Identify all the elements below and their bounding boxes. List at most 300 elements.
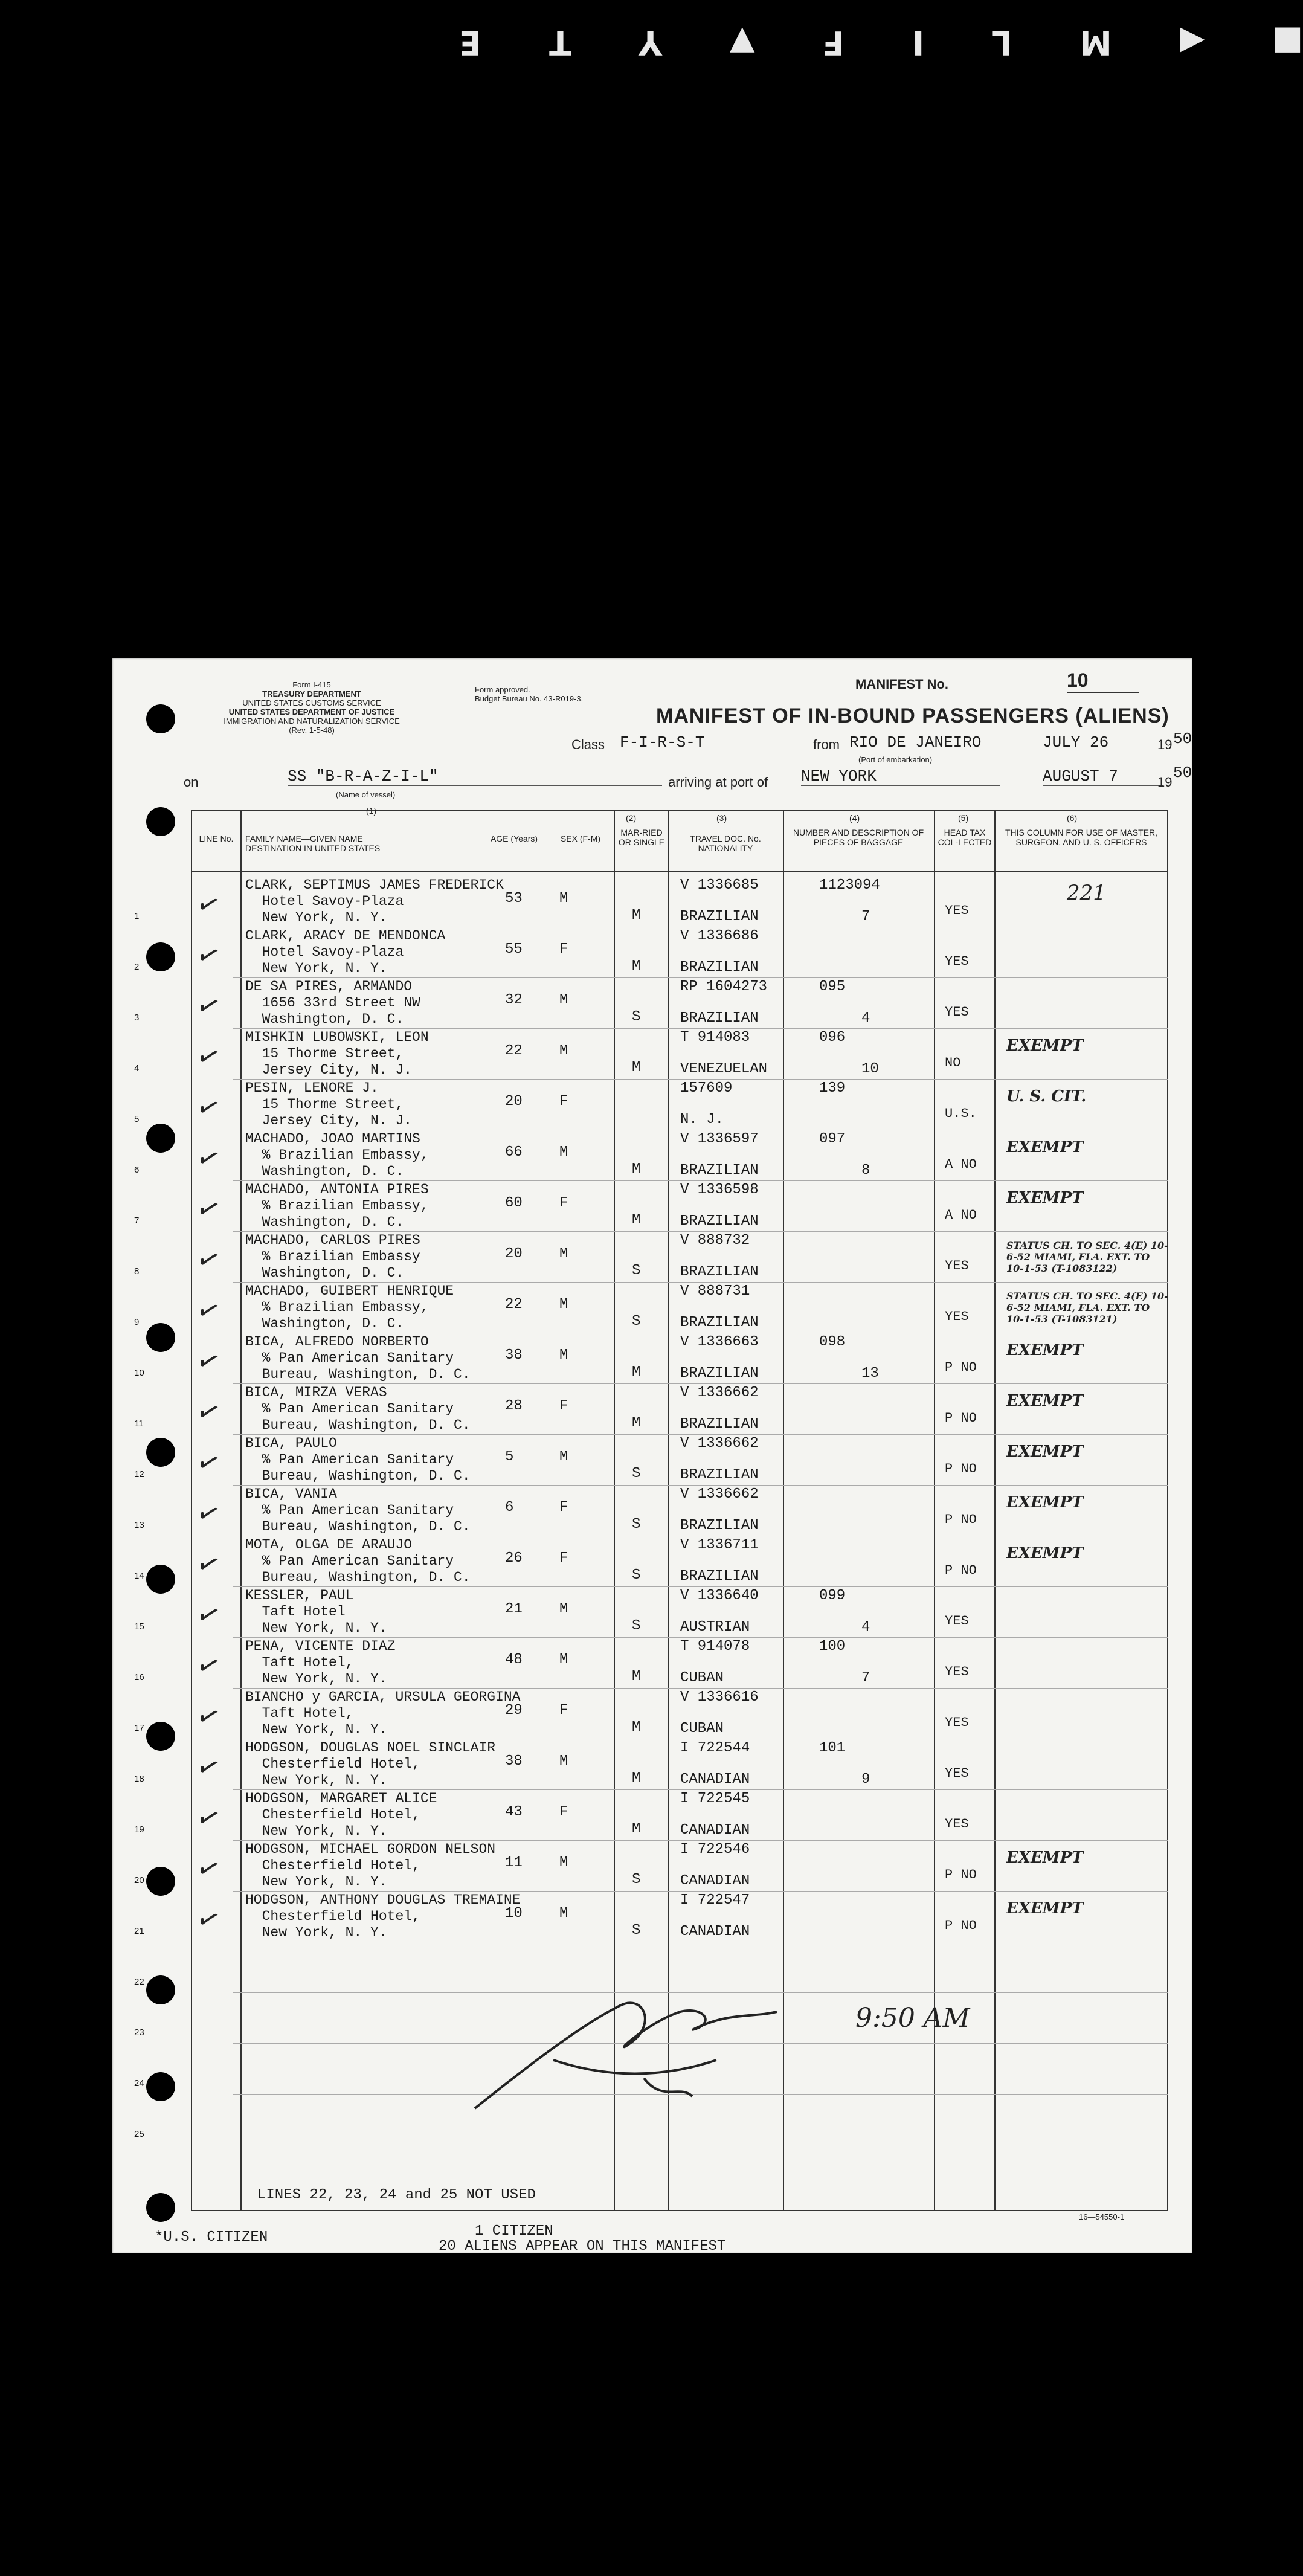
passenger-sex: M xyxy=(559,1296,568,1313)
head-tax: NO xyxy=(945,1055,961,1071)
marital-status: M xyxy=(632,958,641,974)
travel-doc-number: I 722547 xyxy=(680,1892,750,1908)
passenger-age: 21 xyxy=(505,1601,523,1617)
film-mark: T xyxy=(549,23,571,62)
passenger-row xyxy=(112,1688,1192,1740)
nationality: BRAZILIAN xyxy=(680,1568,759,1585)
travel-doc-number: I 722544 xyxy=(680,1740,750,1756)
marital-status: M xyxy=(632,1415,641,1431)
header-name: FAMILY NAME—GIVEN NAME DESTINATION IN UNITED STATES xyxy=(245,834,381,853)
passenger-name-destination: HODGSON, ANTHONY DOUGLAS TREMAINE Chesterfield Hotel, New York, N. Y. xyxy=(245,1892,521,1940)
baggage-ticket: 139 xyxy=(819,1080,846,1096)
passenger-age: 26 xyxy=(505,1550,523,1567)
passenger-sex: F xyxy=(559,1398,568,1414)
travel-doc-number: V 1336686 xyxy=(680,928,759,944)
line-number: 16 xyxy=(134,1672,144,1682)
tally-check-mark: ✓ xyxy=(191,1849,225,1888)
head-tax: YES xyxy=(945,1817,969,1832)
passenger-sex: M xyxy=(559,1449,568,1465)
marital-status: M xyxy=(632,1719,641,1736)
passenger-age: 60 xyxy=(505,1195,523,1211)
head-tax: P NO xyxy=(945,1918,977,1933)
officer-annotation: EXEMPT xyxy=(1006,1037,1084,1055)
passenger-sex: M xyxy=(559,992,568,1008)
passenger-sex: F xyxy=(559,1550,568,1567)
passenger-row xyxy=(112,1231,1192,1283)
arriving-label: arriving at port of xyxy=(668,774,768,790)
departure-date: JULY 26 xyxy=(1043,733,1163,752)
baggage-ticket: 096 xyxy=(819,1029,846,1046)
passenger-sex: M xyxy=(559,1043,568,1059)
baggage-pieces: 4 xyxy=(861,1619,870,1635)
signature-time: 9:50 AM xyxy=(855,2003,970,2033)
passenger-sex: M xyxy=(559,1652,568,1668)
baggage-pieces: 4 xyxy=(861,1010,870,1026)
embarkation-port: RIO DE JANEIRO xyxy=(849,733,1031,752)
marital-status: M xyxy=(632,907,641,924)
vessel-caption: (Name of vessel) xyxy=(336,790,396,799)
passenger-age: 48 xyxy=(505,1652,523,1668)
officer-annotation: EXEMPT xyxy=(1006,1189,1084,1207)
tally-check-mark: ✓ xyxy=(191,885,225,924)
year-prefix: 19 xyxy=(1157,774,1173,790)
passenger-name-destination: MOTA, OLGA DE ARAUJO % Pan American Sanitary Bureau, Washington, D. C. xyxy=(245,1537,471,1585)
head-tax: YES xyxy=(945,903,969,918)
line-number: 10 xyxy=(134,1368,144,1378)
arrival-date: AUGUST 7 xyxy=(1043,767,1163,786)
head-tax: A NO xyxy=(945,1208,977,1223)
header-line-no: LINE No. xyxy=(199,834,234,843)
line-number: 18 xyxy=(134,1774,144,1784)
passenger-row xyxy=(112,1739,1192,1791)
vessel-name: SS "B-R-A-Z-I-L" xyxy=(288,767,662,786)
baggage-pieces: 7 xyxy=(861,1670,870,1686)
head-tax: YES xyxy=(945,1614,969,1629)
officer-annotation: EXEMPT xyxy=(1006,1544,1084,1562)
baggage-pieces: 8 xyxy=(861,1162,870,1179)
col-number: (5) xyxy=(958,813,969,823)
passenger-sex: F xyxy=(559,1093,568,1110)
head-tax: YES xyxy=(945,954,969,969)
customs-label: UNITED STATES CUSTOMS SERVICE xyxy=(242,698,381,707)
film-mark: I xyxy=(912,23,924,62)
passenger-sex: M xyxy=(559,1144,568,1161)
line-number: 6 xyxy=(134,1165,140,1175)
baggage-ticket: 099 xyxy=(819,1588,846,1604)
form-header-left xyxy=(185,680,439,735)
passenger-name-destination: MACHADO, ANTONIA PIRES % Brazilian Embassy, Washington, D. C. xyxy=(245,1182,429,1230)
head-tax: P NO xyxy=(945,1461,977,1476)
marital-status: S xyxy=(632,1466,641,1482)
header-age: AGE (Years) xyxy=(490,834,538,843)
line-number: 22 xyxy=(134,1977,144,1987)
baggage-pieces: 7 xyxy=(861,909,870,925)
tally-check-mark: ✓ xyxy=(191,1748,225,1786)
travel-doc-number: V 1336616 xyxy=(680,1689,759,1705)
head-tax: YES xyxy=(945,1766,969,1781)
travel-doc-number: 157609 xyxy=(680,1080,733,1096)
travel-doc-number: V 1336597 xyxy=(680,1131,759,1147)
line-number: 19 xyxy=(134,1824,144,1835)
baggage-ticket: 100 xyxy=(819,1638,846,1655)
nationality: BRAZILIAN xyxy=(680,959,759,976)
nationality: N. J. xyxy=(680,1112,724,1128)
citizen-count: 1 CITIZEN xyxy=(475,2223,553,2240)
passenger-age: 10 xyxy=(505,1905,523,1922)
line-number: 21 xyxy=(134,1926,144,1936)
passenger-sex: M xyxy=(559,890,568,907)
travel-doc-number: RP 1604273 xyxy=(680,979,768,995)
manifest-page xyxy=(112,658,1192,2253)
tally-check-mark: ✓ xyxy=(191,1646,225,1685)
aliens-count: 20 ALIENS APPEAR ON THIS MANIFEST xyxy=(439,2238,726,2255)
tally-check-mark: ✓ xyxy=(191,1190,225,1228)
tally-check-mark: ✓ xyxy=(191,1697,225,1736)
film-mark: F xyxy=(822,23,845,62)
nationality: AUSTRIAN xyxy=(680,1619,750,1635)
line-number: 5 xyxy=(134,1114,140,1124)
passenger-row xyxy=(112,1536,1192,1588)
film-mark: E xyxy=(459,23,481,62)
print-code: 16—54550-1 xyxy=(1079,2212,1125,2221)
embarkation-caption: (Port of embarkation) xyxy=(858,755,933,764)
film-mark: ◀ xyxy=(1179,23,1205,62)
passenger-row xyxy=(112,1028,1192,1080)
head-tax: YES xyxy=(945,1258,969,1274)
budget-label: Budget Bureau No. 43-R019-3. xyxy=(475,694,584,703)
passenger-sex: M xyxy=(559,1855,568,1871)
film-mark: L xyxy=(991,23,1012,62)
approved-label: Form approved. xyxy=(475,685,530,694)
header-sex: SEX (F-M) xyxy=(560,834,601,843)
baggage-pieces: 10 xyxy=(861,1061,879,1077)
line-number: 23 xyxy=(134,2027,144,2038)
nationality: CANADIAN xyxy=(680,1822,750,1838)
film-mark: M xyxy=(1079,23,1113,62)
passenger-age: 28 xyxy=(505,1398,523,1414)
line-number: 17 xyxy=(134,1723,144,1733)
marital-status: S xyxy=(632,1263,641,1279)
passenger-sex: M xyxy=(559,1347,568,1364)
officer-annotation: STATUS CH. TO SEC. 4(E) 10-6-52 MIAMI, FLA. EXT. TO 10-1-53 (T-1083122) xyxy=(1006,1240,1168,1274)
treasury-label: TREASURY DEPARTMENT xyxy=(262,689,361,698)
passenger-name-destination: BIANCHO y GARCIA, URSULA GEORGINA Taft Hotel, New York, N. Y. xyxy=(245,1689,521,1737)
line-number: 1 xyxy=(134,911,140,921)
marital-status: M xyxy=(632,1060,641,1076)
passenger-row xyxy=(112,977,1192,1029)
line-number: 25 xyxy=(134,2129,144,2139)
film-mark: ▼ xyxy=(729,23,755,62)
nationality: BRAZILIAN xyxy=(680,1162,759,1179)
marital-status: M xyxy=(632,1770,641,1786)
passenger-age: 38 xyxy=(505,1347,523,1364)
travel-doc-number: V 1336662 xyxy=(680,1435,759,1452)
line-number: 13 xyxy=(134,1520,144,1530)
nationality: CANADIAN xyxy=(680,1771,750,1788)
tally-check-mark: ✓ xyxy=(191,1139,225,1177)
passenger-row xyxy=(112,1891,1192,1943)
header-head-tax: HEAD TAX COL-LECTED xyxy=(938,828,992,847)
col-number: (2) xyxy=(626,813,637,823)
passenger-age: 20 xyxy=(505,1093,523,1110)
tally-check-mark: ✓ xyxy=(191,1240,225,1279)
nationality: BRAZILIAN xyxy=(680,1315,759,1331)
nationality: VENEZUELAN xyxy=(680,1061,768,1077)
tally-check-mark: ✓ xyxy=(191,1037,225,1076)
passenger-age: 5 xyxy=(505,1449,514,1465)
travel-doc-number: V 1336662 xyxy=(680,1385,759,1401)
head-tax: P NO xyxy=(945,1563,977,1578)
officer-annotation: EXEMPT xyxy=(1006,1341,1084,1359)
marital-status: M xyxy=(632,1161,641,1177)
manifest-number: 10 xyxy=(1067,669,1139,693)
baggage-ticket: 1123094 xyxy=(819,877,880,894)
head-tax: YES xyxy=(945,1664,969,1679)
line-number: 4 xyxy=(134,1063,140,1074)
head-tax: A NO xyxy=(945,1157,977,1172)
lines-not-used-note: LINES 22, 23, 24 and 25 NOT USED xyxy=(257,2187,536,2203)
passenger-age: 11 xyxy=(505,1855,523,1871)
header-officers: THIS COLUMN FOR USE OF MASTER, SURGEON, AND U. S. OFFICERS xyxy=(1005,828,1157,847)
officer-annotation: EXEMPT xyxy=(1006,1443,1084,1461)
nationality: CUBAN xyxy=(680,1670,724,1686)
tally-check-mark: ✓ xyxy=(191,1494,225,1533)
passenger-name-destination: DE SA PIRES, ARMANDO 1656 33rd Street NW Washington, D. C. xyxy=(245,979,420,1027)
nationality: BRAZILIAN xyxy=(680,1365,759,1382)
passenger-name-destination: HODGSON, DOUGLAS NOEL SINCLAIR Chesterfield Hotel, New York, N. Y. xyxy=(245,1740,496,1788)
passenger-age: 22 xyxy=(505,1043,523,1059)
nationality: BRAZILIAN xyxy=(680,1467,759,1483)
travel-doc-number: V 1336598 xyxy=(680,1182,759,1198)
travel-doc-number: T 914083 xyxy=(680,1029,750,1046)
officer-annotation: EXEMPT xyxy=(1006,1493,1084,1512)
passenger-name-destination: PESIN, LENORE J. 15 Thorme Street, Jersey City, N. J. xyxy=(245,1080,413,1129)
marital-status: S xyxy=(632,1922,641,1939)
class-value: F-I-R-S-T xyxy=(620,733,807,752)
punch-hole xyxy=(146,807,175,836)
passenger-sex: M xyxy=(559,1601,568,1617)
baggage-ticket: 095 xyxy=(819,979,846,995)
passenger-row xyxy=(112,1637,1192,1689)
marital-status: S xyxy=(632,1516,641,1533)
passenger-name-destination: HODGSON, MARGARET ALICE Chesterfield Hotel, New York, N. Y. xyxy=(245,1791,437,1839)
passenger-age: 20 xyxy=(505,1246,523,1262)
manifest-no-label: MANIFEST No. xyxy=(855,677,948,692)
officer-annotation: EXEMPT xyxy=(1006,1392,1084,1410)
marital-status: S xyxy=(632,1618,641,1634)
nationality: BRAZILIAN xyxy=(680,1518,759,1534)
passenger-row xyxy=(112,876,1192,928)
baggage-ticket: 098 xyxy=(819,1334,846,1350)
arrival-year: 50 xyxy=(1173,764,1192,782)
passenger-name-destination: CLARK, ARACY DE MENDONCA Hotel Savoy-Plaza New York, N. Y. xyxy=(245,928,446,976)
revision-label: (Rev. 1-5-48) xyxy=(289,726,335,735)
line-number: 2 xyxy=(134,962,140,972)
passenger-row xyxy=(112,927,1192,979)
passenger-name-destination: MACHADO, GUIBERT HENRIQUE % Brazilian Embassy, Washington, D. C. xyxy=(245,1283,454,1331)
passenger-sex: F xyxy=(559,1195,568,1211)
marital-status: S xyxy=(632,1009,641,1025)
tally-check-mark: ✓ xyxy=(191,1393,225,1431)
tally-check-mark: ✓ xyxy=(191,1342,225,1380)
travel-doc-number: V 1336685 xyxy=(680,877,759,894)
punch-hole xyxy=(146,704,175,733)
passenger-sex: F xyxy=(559,941,568,958)
tally-check-mark: ✓ xyxy=(191,1900,225,1939)
line-number: 14 xyxy=(134,1571,144,1581)
page-title: MANIFEST OF IN-BOUND PASSENGERS (ALIENS) xyxy=(656,704,1169,727)
col-number: (1) xyxy=(366,806,377,816)
travel-doc-number: V 888732 xyxy=(680,1232,750,1249)
tally-check-mark: ✓ xyxy=(191,1088,225,1127)
departure-year: 50 xyxy=(1173,730,1192,748)
approval-note xyxy=(475,685,583,703)
baggage-pieces: 9 xyxy=(861,1771,870,1788)
passenger-row xyxy=(112,1789,1192,1841)
passenger-row xyxy=(112,1383,1192,1435)
nationality: CANADIAN xyxy=(680,1924,750,1940)
officer-annotation: U. S. CIT. xyxy=(1006,1087,1087,1106)
head-tax: P NO xyxy=(945,1512,977,1527)
form-number: Form I-415 xyxy=(292,680,331,689)
passenger-name-destination: MACHADO, JOAO MARTINS % Brazilian Embassy, Washington, D. C. xyxy=(245,1131,429,1179)
nationality: CANADIAN xyxy=(680,1873,750,1889)
line-number: 24 xyxy=(134,2078,144,2088)
line-number: 15 xyxy=(134,1621,144,1632)
col-number: (4) xyxy=(849,813,860,823)
travel-doc-number: V 1336663 xyxy=(680,1334,759,1350)
film-mark: Y xyxy=(639,23,663,62)
officer-annotation: EXEMPT xyxy=(1006,1849,1084,1867)
line-number: 12 xyxy=(134,1469,144,1480)
us-citizen-legend: *U.S. CITIZEN xyxy=(155,2229,268,2246)
passenger-row xyxy=(112,1130,1192,1182)
passenger-row xyxy=(112,1333,1192,1385)
passenger-age: 22 xyxy=(505,1296,523,1313)
header-rule xyxy=(191,871,1168,872)
year-prefix: 19 xyxy=(1157,737,1173,752)
passenger-age: 66 xyxy=(505,1144,523,1161)
head-tax: U.S. xyxy=(945,1106,977,1121)
marital-status: S xyxy=(632,1872,641,1888)
travel-doc-number: I 722546 xyxy=(680,1841,750,1858)
nationality: CUBAN xyxy=(680,1721,724,1737)
passenger-row xyxy=(112,1079,1192,1131)
officer-annotation: EXEMPT xyxy=(1006,1899,1084,1918)
marital-status: M xyxy=(632,1669,641,1685)
arrival-port: NEW YORK xyxy=(801,767,1000,786)
passenger-name-destination: BICA, ALFREDO NORBERTO % Pan American Sanitary Bureau, Washington, D. C. xyxy=(245,1334,471,1382)
tally-check-mark: ✓ xyxy=(191,1291,225,1330)
passenger-row xyxy=(112,1586,1192,1638)
head-tax: P NO xyxy=(945,1360,977,1375)
baggage-ticket: 101 xyxy=(819,1740,846,1756)
justice-label: UNITED STATES DEPARTMENT OF JUSTICE xyxy=(228,707,395,716)
passenger-name-destination: BICA, VANIA % Pan American Sanitary Bureau, Washington, D. C. xyxy=(245,1486,471,1534)
baggage-ticket: 097 xyxy=(819,1131,846,1147)
passenger-age: 32 xyxy=(505,992,523,1008)
passenger-name-destination: HODGSON, MICHAEL GORDON NELSON Chesterfield Hotel, New York, N. Y. xyxy=(245,1841,496,1890)
passenger-name-destination: CLARK, SEPTIMUS JAMES FREDERICK Hotel Savoy-Plaza New York, N. Y. xyxy=(245,877,504,926)
head-tax: YES xyxy=(945,1715,969,1730)
passenger-sex: F xyxy=(559,1702,568,1719)
marital-status: M xyxy=(632,1821,641,1837)
punch-hole xyxy=(146,2193,175,2222)
passenger-name-destination: KESSLER, PAUL Taft Hotel New York, N. Y. xyxy=(245,1588,387,1636)
passenger-sex: F xyxy=(559,1499,568,1516)
passenger-name-destination: BICA, PAULO % Pan American Sanitary Bureau, Washington, D. C. xyxy=(245,1435,471,1484)
marital-status: M xyxy=(632,1364,641,1380)
tally-check-mark: ✓ xyxy=(191,1596,225,1634)
officer-note: 221 xyxy=(1067,881,1106,905)
passenger-name-destination: MISHKIN LUBOWSKI, LEON 15 Thorme Street, Jersey City, N. J. xyxy=(245,1029,429,1078)
baggage-pieces: 13 xyxy=(861,1365,879,1382)
officer-signature xyxy=(463,1988,922,2127)
passenger-row xyxy=(112,1840,1192,1892)
passenger-age: 43 xyxy=(505,1804,523,1820)
officer-annotation: STATUS CH. TO SEC. 4(E) 10-6-52 MIAMI, FLA. EXT. TO 10-1-53 (T-1083121) xyxy=(1006,1290,1168,1325)
officer-annotation: EXEMPT xyxy=(1006,1138,1084,1156)
marital-status: S xyxy=(632,1313,641,1330)
passenger-row xyxy=(112,1485,1192,1537)
passenger-row xyxy=(112,1282,1192,1334)
line-number: 20 xyxy=(134,1875,144,1885)
col-number: (3) xyxy=(716,813,727,823)
passenger-row xyxy=(112,1180,1192,1232)
header-baggage: NUMBER AND DESCRIPTION OF PIECES OF BAGGAGE xyxy=(793,828,924,847)
passenger-name-destination: MACHADO, CARLOS PIRES % Brazilian Embassy Washington, D. C. xyxy=(245,1232,420,1281)
nationality: BRAZILIAN xyxy=(680,1416,759,1432)
passenger-name-destination: PENA, VICENTE DIAZ Taft Hotel, New York, N. Y. xyxy=(245,1638,396,1687)
travel-doc-number: V 1336662 xyxy=(680,1486,759,1502)
travel-doc-number: V 888731 xyxy=(680,1283,750,1299)
travel-doc-number: T 914078 xyxy=(680,1638,750,1655)
nationality: BRAZILIAN xyxy=(680,1264,759,1280)
travel-doc-number: V 1336640 xyxy=(680,1588,759,1604)
film-edge-strip xyxy=(459,24,1303,60)
col-number: (6) xyxy=(1067,813,1078,823)
nationality: BRAZILIAN xyxy=(680,1213,759,1229)
passenger-age: 29 xyxy=(505,1702,523,1719)
nationality: BRAZILIAN xyxy=(680,909,759,925)
passenger-sex: M xyxy=(559,1753,568,1769)
travel-doc-number: I 722545 xyxy=(680,1791,750,1807)
empty-row xyxy=(112,1942,1192,1994)
passenger-age: 38 xyxy=(505,1753,523,1769)
from-label: from xyxy=(813,737,840,752)
marital-status: M xyxy=(632,1212,641,1228)
travel-doc-number: V 1336711 xyxy=(680,1537,759,1553)
tally-check-mark: ✓ xyxy=(191,1798,225,1837)
film-mark: ■ xyxy=(1272,23,1303,62)
passenger-sex: M xyxy=(559,1905,568,1922)
passenger-sex: M xyxy=(559,1246,568,1262)
line-number: 8 xyxy=(134,1266,140,1277)
header-travel-doc: TRAVEL DOC. No. NATIONALITY xyxy=(690,834,761,853)
tally-check-mark: ✓ xyxy=(191,987,225,1025)
header-married: MAR-RIED OR SINGLE xyxy=(618,828,665,847)
passenger-sex: F xyxy=(559,1804,568,1820)
line-number: 11 xyxy=(134,1418,144,1429)
tally-check-mark: ✓ xyxy=(191,1443,225,1482)
class-label: Class xyxy=(571,737,605,752)
passenger-age: 55 xyxy=(505,941,523,958)
line-number: 7 xyxy=(134,1216,140,1226)
head-tax: YES xyxy=(945,1309,969,1324)
head-tax: YES xyxy=(945,1005,969,1020)
nationality: BRAZILIAN xyxy=(680,1010,759,1026)
passenger-age: 53 xyxy=(505,890,523,907)
